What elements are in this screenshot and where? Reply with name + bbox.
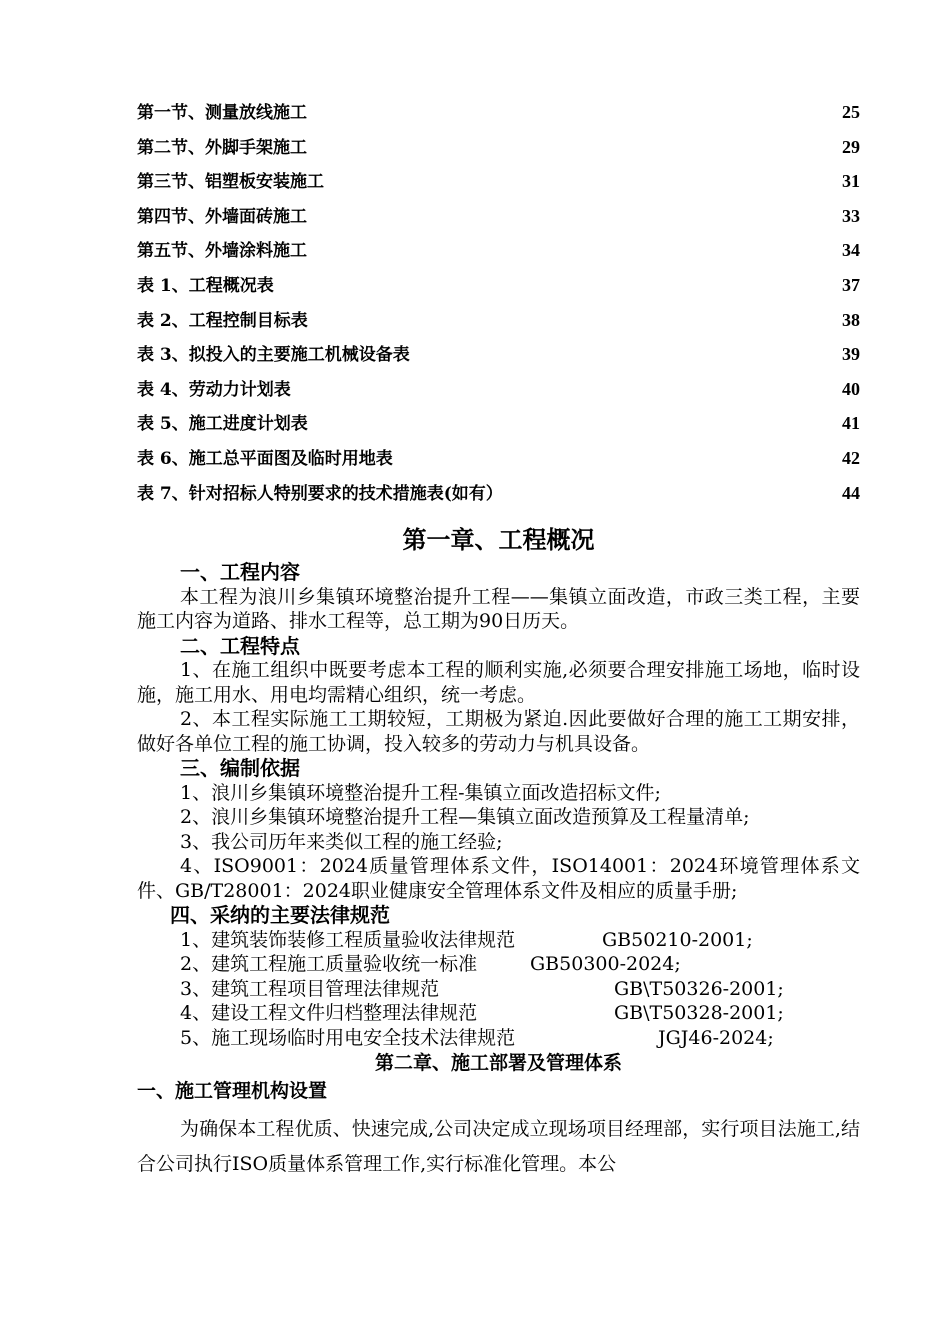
toc-entry-page: 33	[842, 205, 860, 226]
toc-entry[interactable]	[137, 409, 860, 444]
section-heading: 一、工程内容	[180, 560, 300, 584]
toc-entry-page: 34	[842, 240, 860, 261]
law-name: 4、建设工程文件归档整理法律规范	[180, 1002, 478, 1024]
list-item: 2、浪川乡集镇环境整治提升工程—集镇立面改造预算及工程量清单;	[180, 806, 750, 828]
toc-entry-title: 表 1、工程概况表	[137, 275, 274, 296]
law-code: GB50210-2001;	[602, 928, 753, 951]
law-item	[137, 928, 860, 953]
law-name: 1、建筑装饰装修工程质量验收法律规范	[180, 928, 516, 951]
toc-entry[interactable]	[137, 167, 860, 202]
toc-entry-page: 37	[842, 274, 860, 295]
toc-entry-title: 表 2、工程控制目标表	[137, 310, 308, 331]
toc-entry-title: 第三节、铝塑板安装施工	[137, 172, 324, 193]
toc-entry-page: 29	[842, 136, 860, 157]
toc-entry-page: 42	[842, 447, 860, 468]
toc-entry[interactable]	[137, 98, 860, 133]
law-name: 2、建筑工程施工质量验收统一标准	[180, 953, 478, 975]
toc-entry-title: 表 3、拟投入的主要施工机械设备表	[137, 345, 410, 366]
section-heading: 三、编制依据	[180, 756, 300, 780]
toc-entry-page: 40	[842, 378, 860, 399]
toc-entry[interactable]	[137, 133, 860, 168]
toc-entry-title: 表 5、施工进度计划表	[137, 414, 308, 435]
toc-entry-page: 39	[842, 344, 860, 365]
toc-entry-page: 38	[842, 309, 860, 330]
toc-entry-page: 31	[842, 171, 860, 192]
law-name: 5、施工现场临时用电安全技术法律规范	[180, 1026, 516, 1049]
toc-entry-title: 表 4、劳动力计划表	[137, 379, 291, 400]
law-item	[137, 977, 860, 1002]
toc-entry[interactable]	[137, 340, 860, 375]
toc-entry[interactable]	[137, 271, 860, 306]
toc-entry-title: 第四节、外墙面砖施工	[137, 206, 307, 227]
paragraph: 2、本工程实际施工工期较短，工期极为紧迫.因此要做好合理的施工工期安排，做好各单位工程的施工协调，投入较多的劳动力与机具设备。	[137, 708, 860, 755]
law-code: JGJ46-2024;	[658, 1026, 774, 1049]
toc-entry-title: 表 6、施工总平面图及临时用地表	[137, 448, 393, 469]
law-code: GB\T50326-2001;	[614, 977, 784, 1000]
toc-entry-title: 表 7、针对招标人特别要求的技术措施表(如有）	[137, 483, 503, 504]
law-name: 3、建筑工程项目管理法律规范	[180, 977, 440, 1000]
toc-entry-title: 第二节、外脚手架施工	[137, 137, 307, 158]
section-heading: 二、工程特点	[180, 633, 300, 658]
list-item: 4、ISO9001：2024质量管理体系文件，ISO14001：2024环境管理体系文件、GB/T28001：2024职业健康安全管理体系文件及相应的质量手册;	[137, 855, 860, 902]
table-of-contents	[137, 98, 860, 513]
toc-entry[interactable]	[137, 444, 860, 479]
toc-entry-page: 44	[842, 482, 860, 503]
toc-entry-page: 41	[842, 413, 860, 434]
section-heading: 四、采纳的主要法律规范	[170, 903, 390, 927]
law-item	[137, 952, 860, 977]
toc-entry-title: 第五节、外墙涂料施工	[137, 241, 307, 262]
paragraph: 为确保本工程优质、快速完成,公司决定成立现场项目经理部，实行项目法施工,结合公司执行ISO质量体系管理工作,实行标准化管理。本公	[137, 1118, 860, 1175]
toc-entry[interactable]	[137, 375, 860, 410]
chapter-title: 第二章、施工部署及管理体系	[374, 1052, 622, 1074]
toc-entry-page: 25	[842, 102, 860, 122]
section-heading: 一、施工管理机构设置	[137, 1080, 328, 1102]
toc-entry-title: 第一节、测量放线施工	[137, 103, 307, 123]
list-item: 1、浪川乡集镇环境整治提升工程-集镇立面改造招标文件;	[180, 781, 661, 804]
law-item	[137, 1026, 860, 1051]
chapter-title: 第一章、工程概况	[402, 525, 595, 554]
toc-entry[interactable]	[137, 202, 860, 237]
toc-entry[interactable]	[137, 306, 860, 341]
law-item	[137, 1001, 860, 1026]
law-code: GB\T50328-2001;	[614, 1002, 784, 1024]
paragraph: 1、在施工组织中既要考虑本工程的顺利实施,必须要合理安排施工场地，临时设施，施工用水、用电均需精心组织，统一考虑。	[137, 659, 860, 706]
toc-entry[interactable]	[137, 479, 860, 514]
paragraph: 本工程为浪川乡集镇环境整治提升工程——集镇立面改造，市政三类工程，主要施工内容为道路、排水工程等，总工期为90日历天。	[137, 585, 860, 632]
list-item: 3、我公司历年来类似工程的施工经验;	[180, 830, 503, 853]
toc-entry[interactable]	[137, 236, 860, 271]
law-code: GB50300-2024;	[530, 953, 681, 975]
document-body	[137, 522, 860, 1182]
